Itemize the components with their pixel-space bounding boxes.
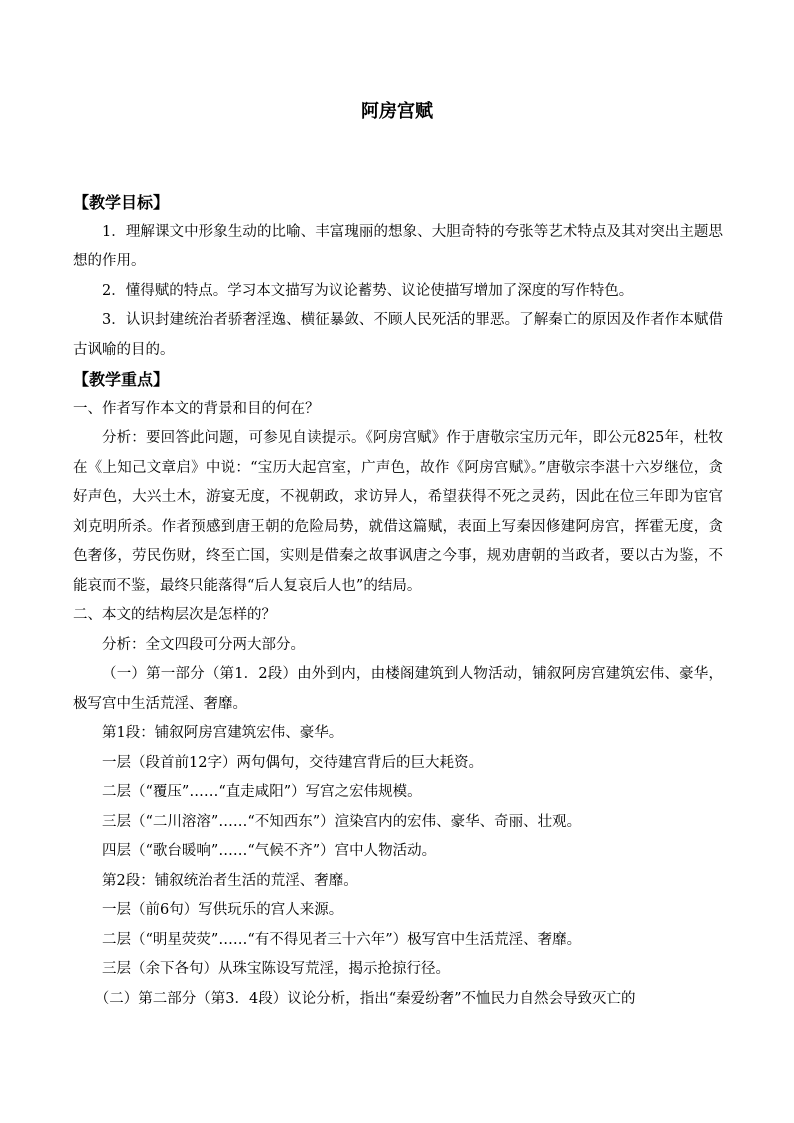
- objective-3: 3．认识封建统治者骄奢淫逸、横征暴敛、不顾人民死活的罪恶。了解秦亡的原因及作者作本赋借古讽喻的目的。: [73, 312, 723, 358]
- paragraph-1-layer-2: 二层（“覆压”……“直走咸阳”）写宫之宏伟规模。: [102, 784, 422, 800]
- paragraph-1-layer-4: 四层（“歌台暖响”……“气候不齐”）宫中人物活动。: [102, 843, 437, 859]
- part-2-summary: （二）第二部分（第3．4段）议论分析，指出“秦爱纷奢”不恤民力自然会导致灭亡的: [94, 990, 636, 1007]
- document-body: [73, 188, 723, 1014]
- paragraph-2-layer-1: 一层（前6句）写供玩乐的宫人来源。: [102, 902, 344, 918]
- paragraph-2-title: 第2段：铺叙统治者生活的荒淫、奢靡。: [102, 872, 358, 889]
- section-heading-objectives: 【教学目标】: [73, 193, 170, 212]
- analysis-2: 分析：全文四段可分两大部分。: [102, 636, 305, 653]
- paragraph-1-layer-3: 三层（“二川溶溶”……“不知西东”）渲染宫内的宏伟、豪华、奇丽、壮观。: [102, 813, 582, 830]
- objective-1: 1．理解课文中形象生动的比喻、丰富瑰丽的想象、大胆奇特的夸张等艺术特点及其对突出主题思想的作用。: [73, 223, 723, 269]
- question-2: 二、本文的结构层次是怎样的？: [73, 607, 276, 623]
- paragraph-1-layer-1: 一层（段首前12字）两句偶句，交待建宫背后的巨大耗资。: [102, 754, 483, 771]
- question-1: 一、作者写作本文的背景和目的何在？: [73, 400, 320, 417]
- document-title: 阿房宫赋: [361, 101, 433, 122]
- part-1-summary: （一）第一部分（第1．2段）由外到内，由楼阁建筑到人物活动，铺叙阿房宫建筑宏伟、豪华，极写宫中生活荒淫、奢靡。: [73, 666, 723, 712]
- paragraph-2-layer-3: 三层（余下各句）从珠宝陈设写荒淫，揭示抢掠行径。: [102, 961, 450, 977]
- objective-2: 2．懂得赋的特点。学习本文描写为议论蓄势、议论使描写增加了深度的写作特色。: [102, 282, 634, 299]
- section-heading-key-points: 【教学重点】: [73, 370, 170, 389]
- paragraph-1-title: 第1段：铺叙阿房宫建筑宏伟、豪华。: [102, 725, 344, 741]
- analysis-1: 分析：要回答此问题，可参见自读提示。《阿房宫赋》作于唐敬宗宝历元年，即公元825年，杜牧在《上知己文章启》中说：“宝历大起宫室，广声色，故作《阿房宫赋》。”唐敬宗李湛十六岁继位，贪好声色，大兴土木，游宴无度，不视朝政，求访异人，希望获得不死之灵药，因此在位三年即为宦官刘克明所杀。作者预感到唐王朝的危险局势，就借这篇赋，表面上写秦因修建阿房宫，挥霍无度，贪色奢侈，劳民伤财，终至亡国，实则是借秦之故事讽唐之今事，规劝唐朝的当政者，要以古为鉴，不能哀而不鉴，最终只能落得“后人复哀后人也”的结局。: [73, 430, 723, 594]
- paragraph-2-layer-2: 二层（“明星荧荧”……“有不得见者三十六年”）极写宫中生活荒淫、奢靡。: [102, 931, 582, 948]
